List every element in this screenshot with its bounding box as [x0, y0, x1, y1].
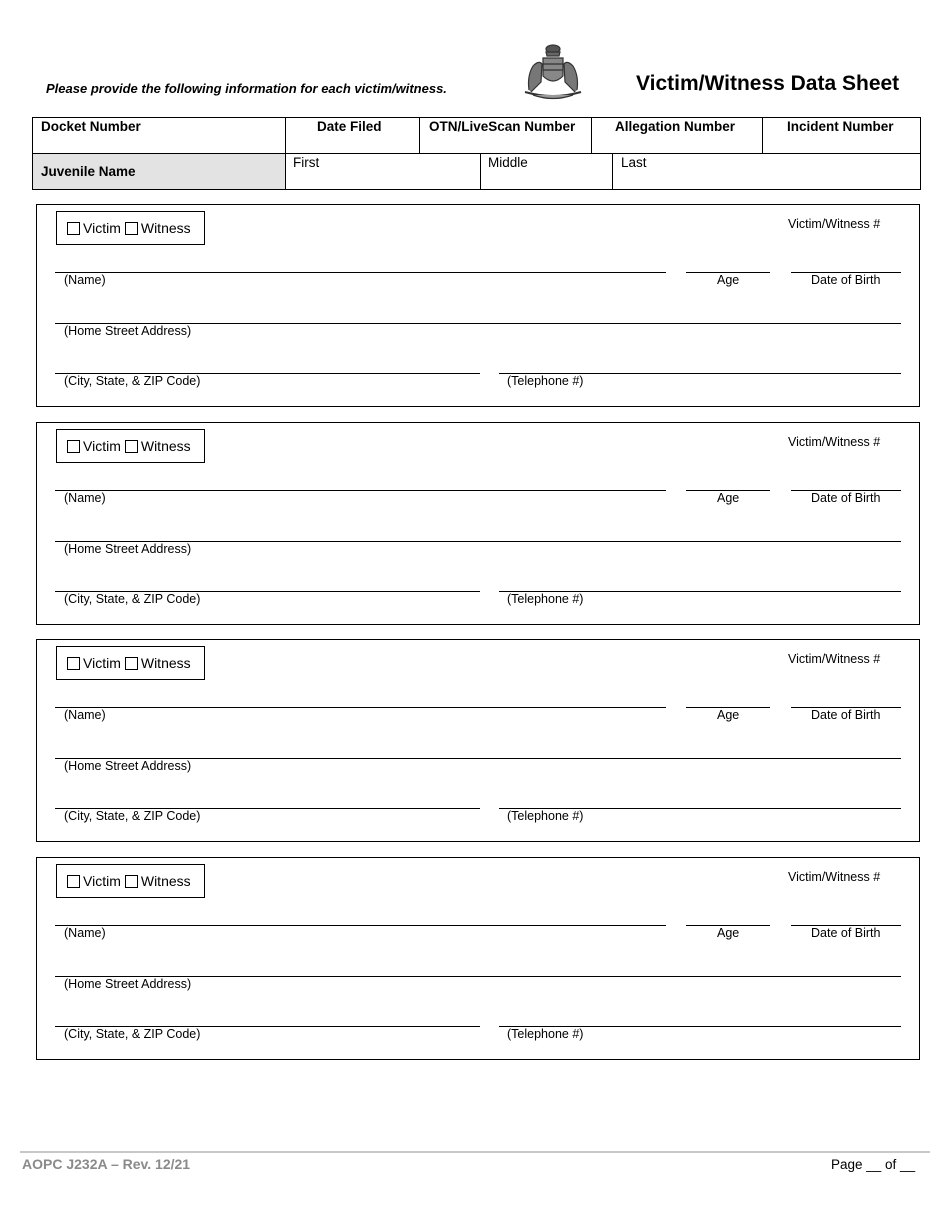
table-divider: [480, 154, 481, 189]
witness-checkbox[interactable]: [125, 657, 138, 670]
victim-witness-block: [36, 639, 920, 842]
date-of-birth-label: Date of Birth: [811, 926, 881, 940]
city-state-zip-label: (City, State, & ZIP Code): [64, 374, 201, 388]
table-divider: [762, 118, 763, 154]
home-street-address-label: (Home Street Address): [64, 759, 192, 773]
telephone-label: (Telephone #): [507, 1027, 584, 1041]
incident-number-header: Incident Number: [787, 119, 894, 134]
victim-witness-number-label: Victim/Witness #: [788, 870, 881, 884]
table-divider: [33, 153, 920, 154]
telephone-label: (Telephone #): [507, 374, 584, 388]
page-title: Victim/Witness Data Sheet: [636, 72, 900, 95]
first-name-label: First: [293, 155, 320, 170]
witness-label: Witness: [140, 438, 191, 454]
victim-checkbox[interactable]: [67, 875, 80, 888]
victim-witness-number-label: Victim/Witness #: [788, 217, 881, 231]
pennsylvania-coat-of-arms-icon: [519, 42, 587, 100]
name-label: (Name): [64, 273, 106, 287]
witness-label: Witness: [140, 873, 191, 889]
date-of-birth-label: Date of Birth: [811, 273, 881, 287]
name-label: (Name): [64, 926, 106, 940]
table-divider: [591, 118, 592, 154]
form-id: AOPC J232A – Rev. 12/21: [22, 1156, 191, 1172]
witness-checkbox[interactable]: [125, 875, 138, 888]
age-label: Age: [717, 273, 740, 287]
victim-checkbox[interactable]: [67, 222, 80, 235]
age-label: Age: [717, 926, 740, 940]
home-street-address-label: (Home Street Address): [64, 324, 192, 338]
telephone-label: (Telephone #): [507, 809, 584, 823]
victim-label: Victim: [83, 655, 121, 671]
page-number: Page __ of __: [831, 1157, 916, 1172]
role-selector: [56, 864, 205, 898]
victim-witness-block: [36, 857, 920, 1060]
date-of-birth-label: Date of Birth: [811, 708, 881, 722]
allegation-number-header: Allegation Number: [615, 119, 736, 134]
name-field[interactable]: [55, 490, 666, 491]
table-divider: [419, 118, 420, 154]
witness-checkbox[interactable]: [125, 222, 138, 235]
case-info-table: [32, 117, 921, 190]
name-label: (Name): [64, 491, 106, 505]
victim-witness-number-label: Victim/Witness #: [788, 652, 881, 666]
age-label: Age: [717, 708, 740, 722]
witness-label: Witness: [140, 655, 191, 671]
telephone-label: (Telephone #): [507, 592, 584, 606]
last-name-label: Last: [621, 155, 647, 170]
victim-witness-number-label: Victim/Witness #: [788, 435, 881, 449]
city-state-zip-label: (City, State, & ZIP Code): [64, 592, 201, 606]
date-of-birth-label: Date of Birth: [811, 491, 881, 505]
middle-name-label: Middle: [488, 155, 528, 170]
date-filed-header: Date Filed: [317, 119, 382, 134]
age-label: Age: [717, 491, 740, 505]
name-label: (Name): [64, 708, 106, 722]
home-street-address-label: (Home Street Address): [64, 977, 192, 991]
docket-number-header: Docket Number: [41, 119, 141, 134]
otn-livescan-header: OTN/LiveScan Number: [429, 119, 576, 134]
victim-checkbox[interactable]: [67, 440, 80, 453]
instructions-text: Please provide the following information for each victim/witness.: [46, 81, 447, 96]
table-divider: [285, 118, 286, 189]
city-state-zip-label: (City, State, & ZIP Code): [64, 809, 201, 823]
victim-checkbox[interactable]: [67, 657, 80, 670]
city-state-zip-label: (City, State, & ZIP Code): [64, 1027, 201, 1041]
witness-label: Witness: [140, 220, 191, 236]
victim-label: Victim: [83, 220, 121, 236]
role-selector: [56, 211, 205, 245]
juvenile-name-label: Juvenile Name: [41, 164, 136, 179]
home-street-address-label: (Home Street Address): [64, 542, 192, 556]
role-selector: [56, 646, 205, 680]
victim-label: Victim: [83, 873, 121, 889]
victim-label: Victim: [83, 438, 121, 454]
victim-witness-block: [36, 422, 920, 625]
name-field[interactable]: [55, 925, 666, 926]
name-field[interactable]: [55, 707, 666, 708]
table-divider: [612, 154, 613, 189]
footer-divider: [20, 1151, 930, 1153]
role-selector: [56, 429, 205, 463]
name-field[interactable]: [55, 272, 666, 273]
witness-checkbox[interactable]: [125, 440, 138, 453]
victim-witness-block: [36, 204, 920, 407]
